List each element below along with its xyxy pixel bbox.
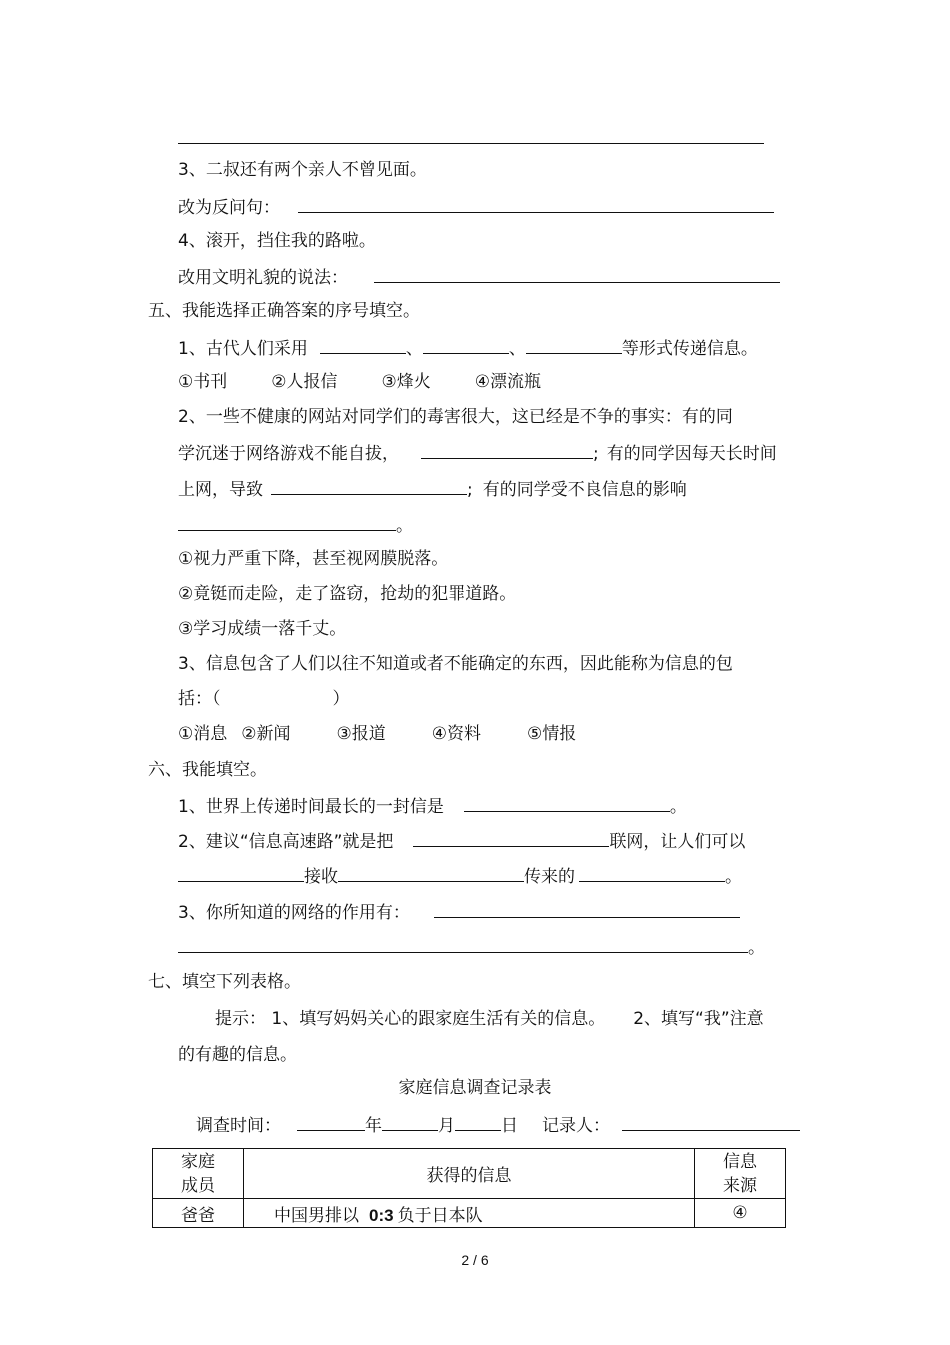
answer-blank[interactable] [464,793,670,812]
family-info-table [152,1148,786,1228]
q6-s2-line2 [178,863,742,887]
answer-blank[interactable] [178,512,396,531]
period: 。 [396,516,413,536]
option: ④资料 [431,724,481,744]
info-text: 负于日本队 [397,1205,483,1226]
semicolon: ; [593,444,599,464]
cell-member: 爸爸 [153,1199,244,1228]
text: 上网，导致 [178,480,263,500]
prompt-label: 改用文明礼貌的说法： [178,268,348,288]
text: 2、建议“信息高速路”就是把 [178,832,394,852]
q5-s1-lead: 1、古代人们采用 [178,339,308,359]
q4-item3: 3、二叔还有两个亲人不曾见面。 [178,160,427,180]
q5-s1 [178,335,758,359]
info-text: 中国男排以 [274,1205,359,1226]
text: 有的同学因每天长时间 [606,444,777,464]
period: 。 [669,797,687,817]
header-source [695,1149,786,1199]
q5-s1-options [178,370,541,394]
answer-line [178,143,764,144]
text: 学沉迷于网络游戏不能自拔， [178,444,399,464]
q5-s3-options [178,722,576,746]
day-label: 日 [501,1116,518,1136]
answer-blank[interactable] [178,934,748,953]
header-text: 家庭 [181,1151,215,1172]
q6-heading: 六、我能填空。 [148,760,267,780]
period: 。 [725,867,742,887]
q6-s3-line2 [178,934,765,958]
text: 接收 [304,867,338,887]
table-row [153,1199,786,1228]
q5-s2-line2 [178,440,777,464]
year-label: 年 [365,1116,382,1136]
month-label: 月 [438,1116,455,1136]
year-blank[interactable] [297,1112,365,1131]
text: 1、世界上传递时间最长的一封信是 [178,797,444,817]
option: ②人报信 [271,372,338,392]
q5-s1-tail: 等形式传递信息。 [621,339,758,359]
q5-s2-option2: ②竟铤而走险，走了盗窃，抢劫的犯罪道路。 [178,584,517,604]
q7-heading: 七、填空下列表格。 [148,972,301,992]
answer-blank[interactable] [413,828,609,847]
option: ③烽火 [381,372,431,392]
header-member [153,1149,244,1199]
separator: 、 [405,339,423,359]
recorder-blank[interactable] [622,1112,800,1131]
option: ②新闻 [241,724,291,744]
header-text: 来源 [723,1175,757,1196]
answer-blank[interactable] [423,335,509,354]
q7-hint-line1 [215,1007,764,1031]
q5-s2-option1: ①视力严重下降，甚至视网膜脱落。 [178,549,449,569]
answer-blank[interactable] [178,863,304,882]
q6-s1 [178,793,687,817]
semicolon: ; [467,480,473,500]
answer-blank[interactable] [338,863,524,882]
table-title: 家庭信息调查记录表 [398,1078,552,1098]
q5-s2-line1: 2、一些不健康的网站对同学们的毒害很大，这已经是不争的事实：有的同 [178,407,733,427]
q5-heading: 五、我能选择正确答案的序号填空。 [148,301,420,321]
separator: 、 [508,339,526,359]
q5-s3-line1: 3、信息包含了人们以往不知道或者不能确定的东西，因此能称为信息的包 [178,654,733,674]
q5-s2-line4 [178,512,413,536]
text: 3、你所知道的网络的作用有： [178,903,410,923]
text: 括：（ [178,689,221,709]
cell-source: ④ [695,1199,786,1228]
text: 联网，让人们可以 [609,832,746,852]
table-header-row [153,1149,786,1199]
text: 2、填写“我”注意 [633,1009,764,1029]
info-score: 0:3 [369,1205,394,1225]
answer-blank[interactable] [434,899,740,918]
option: ①消息 [178,724,228,744]
option: ⑤情报 [527,724,577,744]
answer-blank[interactable] [271,476,467,495]
period: 。 [748,938,765,958]
option: ④漂流瓶 [474,372,541,392]
q4-item3-prompt [178,194,774,218]
q4-item4-prompt [178,264,780,288]
text: 提示： 1、填写妈妈关心的跟家庭生活有关的信息。 [215,1009,606,1029]
q6-s2-line1 [178,828,745,852]
time-label: 调查时间： [196,1116,281,1136]
close-paren: ） [332,689,350,709]
answer-blank[interactable] [579,863,725,882]
q4-item4: 4、滚开，挡住我的路啦。 [178,231,376,251]
q5-s2-line3 [178,476,687,500]
q5-s2-option3: ③学习成绩一落千丈。 [178,619,347,639]
header-text: 信息 [723,1151,757,1172]
day-blank[interactable] [455,1112,501,1131]
prompt-label: 改为反问句： [178,198,280,218]
cell-info [244,1199,695,1228]
answer-blank[interactable] [526,335,622,354]
option: ③报道 [336,724,386,744]
header-text: 成员 [181,1175,215,1196]
answer-blank[interactable] [298,194,774,213]
q6-s3 [178,899,740,923]
page-number: 2 / 6 [461,1252,489,1268]
q5-s3-line2 [178,687,350,711]
month-blank[interactable] [382,1112,438,1131]
answer-blank[interactable] [421,440,593,459]
recorder-label: 记录人： [542,1116,610,1136]
answer-blank[interactable] [320,335,406,354]
text: 传来的 [524,867,575,887]
option: ①书刊 [178,372,228,392]
text: 有的同学受不良信息的影响 [482,480,687,500]
answer-blank[interactable] [374,264,780,283]
header-info: 获得的信息 [244,1149,695,1199]
survey-meta [196,1112,800,1136]
q7-hint-line2: 的有趣的信息。 [178,1045,297,1065]
